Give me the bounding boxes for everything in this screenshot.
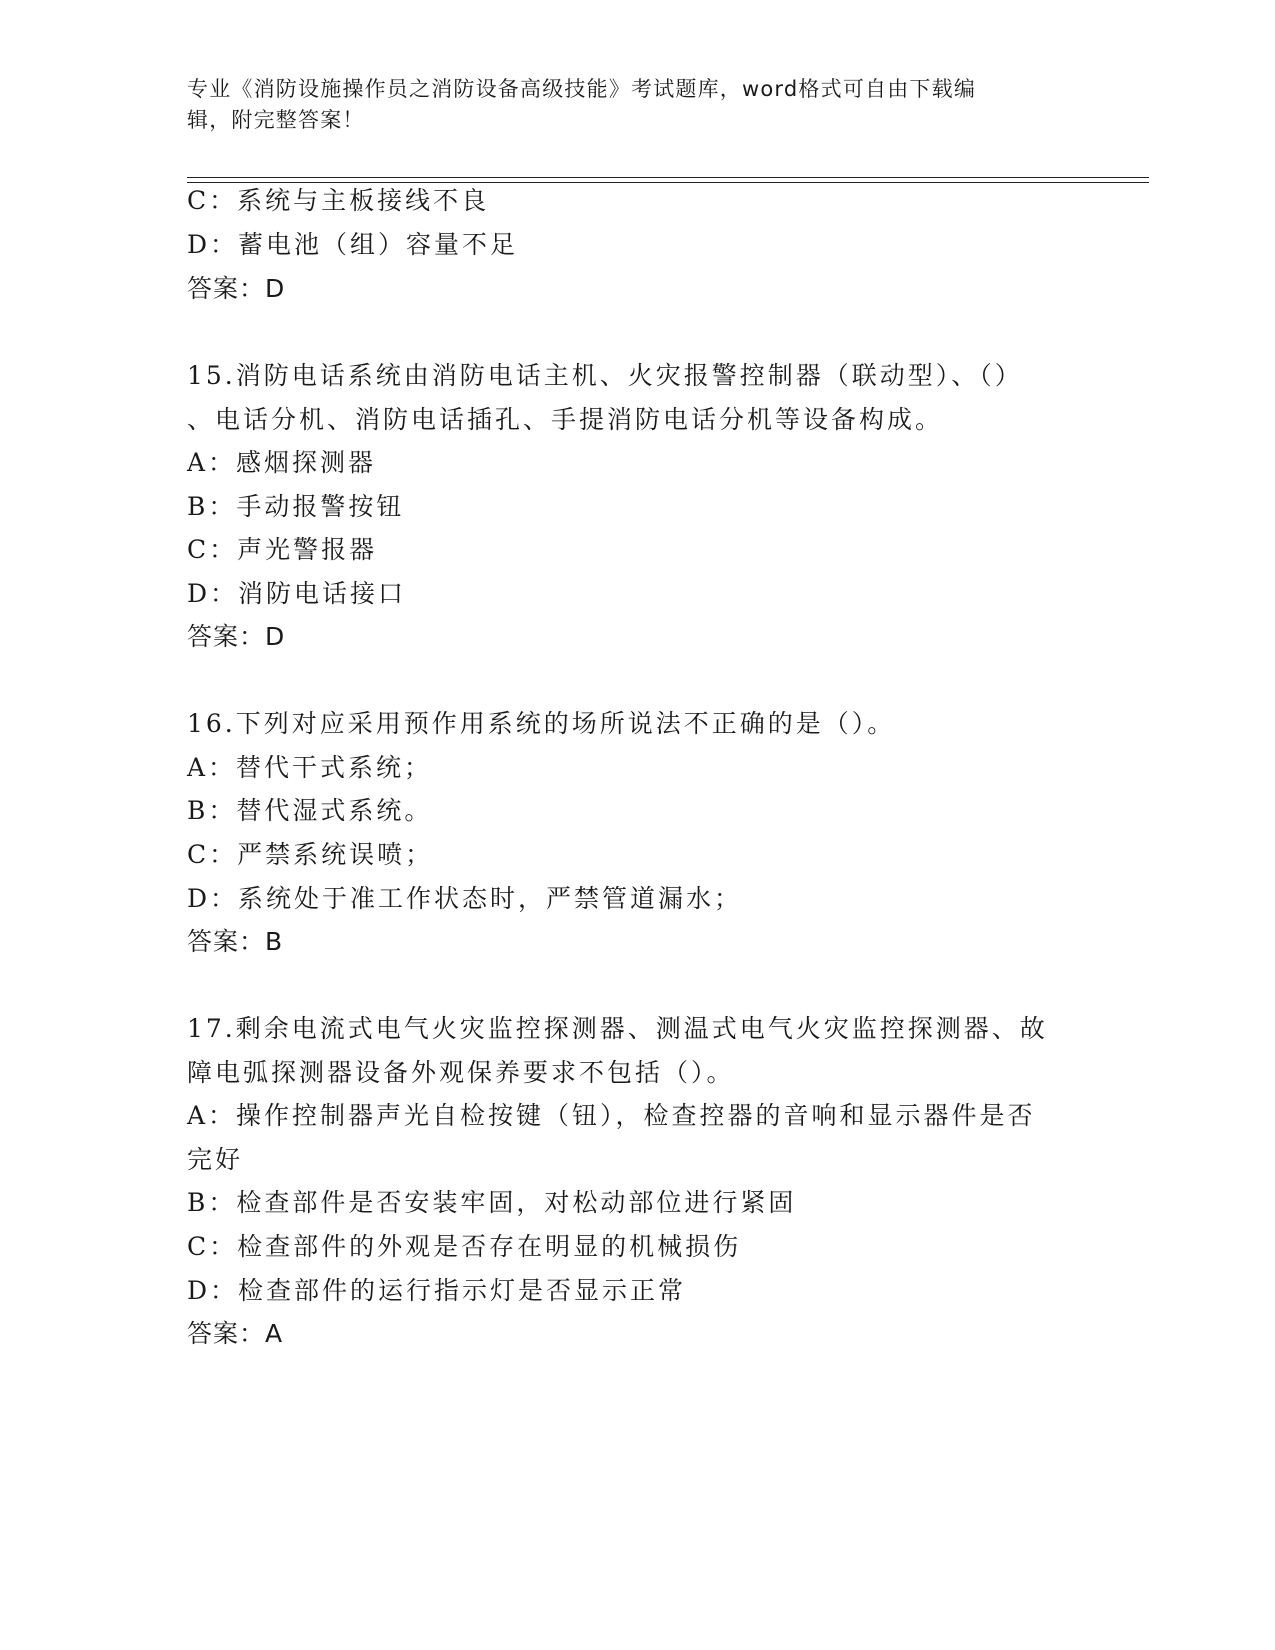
option-a: A：感烟探测器 bbox=[187, 448, 377, 477]
header-line-2: 辑，附完整答案！ bbox=[187, 108, 365, 132]
option-c: C：检查部件的外观是否存在明显的机械损伤 bbox=[187, 1232, 742, 1261]
option-a: A：操作控制器声光自检按键（钮），检查控器的音响和显示器件是否 bbox=[187, 1101, 1036, 1130]
answer: 答案：A bbox=[187, 1319, 284, 1348]
option-d: D：检查部件的运行指示灯是否显示正常 bbox=[187, 1276, 687, 1305]
header-line-1: 专业《消防设施操作员之消防设备高级技能》考试题库，word格式可自由下载编 bbox=[187, 77, 977, 101]
option-d: D：蓄电池（组）容量不足 bbox=[187, 230, 519, 259]
header-divider-top bbox=[187, 177, 1149, 178]
question-15-stem: 15.消防电话系统由消防电话主机、火灾报警控制器（联动型）、（） bbox=[187, 361, 1023, 390]
option-b: B：检查部件是否安装牢固，对松动部位进行紧固 bbox=[187, 1188, 797, 1217]
question-15-stem-cont: 、电话分机、消防电话插孔、手提消防电话分机等设备构成。 bbox=[187, 405, 944, 434]
option-d: D：消防电话接口 bbox=[187, 579, 407, 608]
answer: 答案：D bbox=[187, 274, 286, 303]
option-c: C：声光警报器 bbox=[187, 535, 378, 564]
option-a: A：替代干式系统； bbox=[187, 753, 433, 782]
option-c: C：严禁系统误喷； bbox=[187, 840, 434, 869]
question-17-stem-cont: 障电弧探测器设备外观保养要求不包括（）。 bbox=[187, 1058, 735, 1087]
question-16-stem: 16.下列对应采用预作用系统的场所说法不正确的是（）。 bbox=[187, 709, 896, 738]
header-divider-bottom bbox=[187, 182, 1149, 183]
option-c: C：系统与主板接线不良 bbox=[187, 186, 490, 215]
answer: 答案：B bbox=[187, 927, 284, 956]
option-a-cont: 完好 bbox=[187, 1145, 244, 1174]
document-header bbox=[187, 74, 1087, 136]
answer: 答案：D bbox=[187, 622, 286, 651]
question-17-stem: 17.剩余电流式电气火灾监控探测器、测温式电气火灾监控探测器、故 bbox=[187, 1014, 1048, 1043]
option-b: B：手动报警按钮 bbox=[187, 492, 405, 521]
option-d: D：系统处于准工作状态时，严禁管道漏水； bbox=[187, 884, 743, 913]
option-b: B：替代湿式系统。 bbox=[187, 796, 433, 825]
